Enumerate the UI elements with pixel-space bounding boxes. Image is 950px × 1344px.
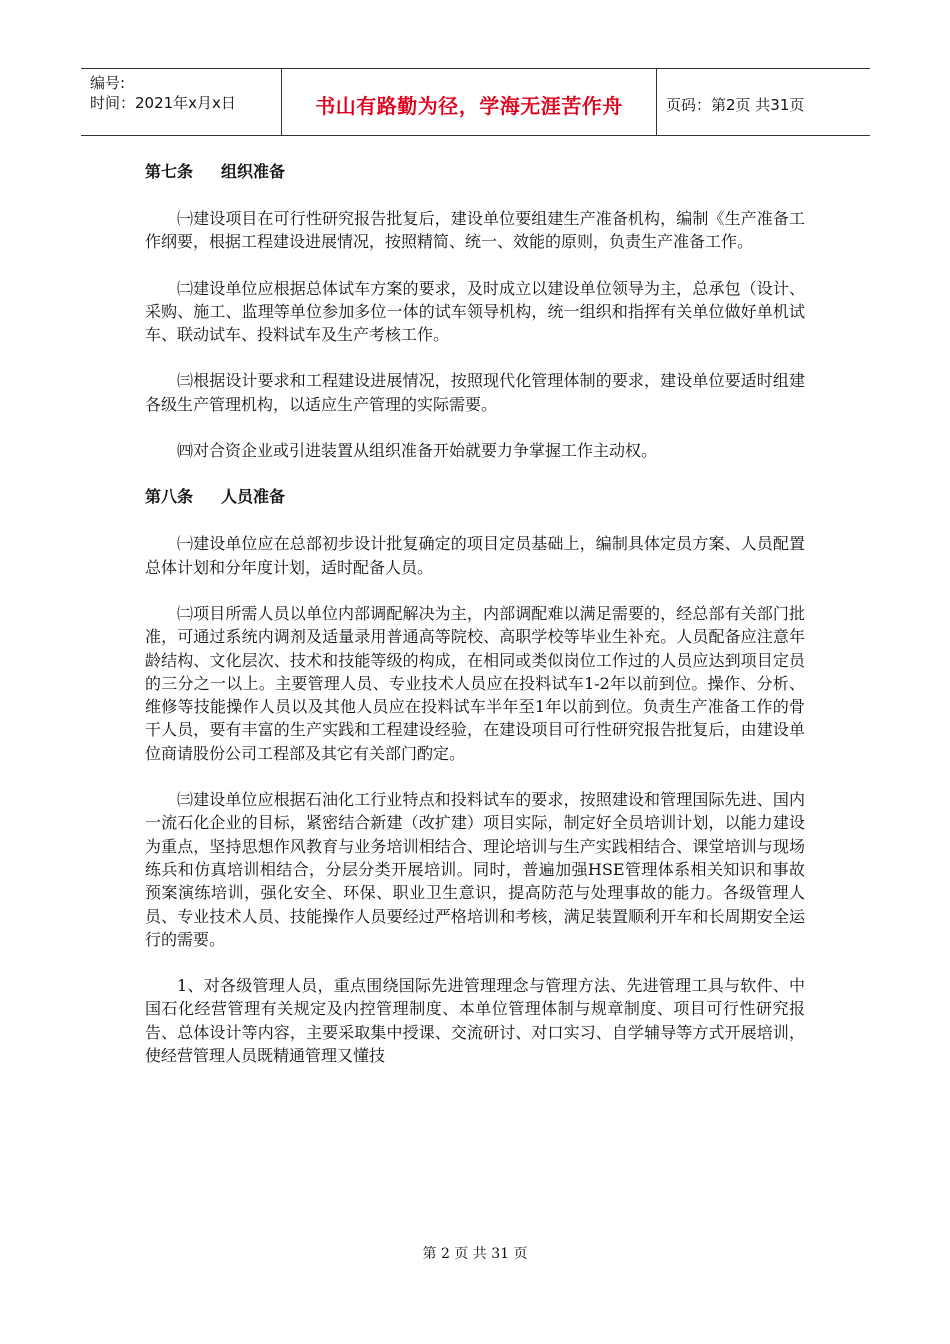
header-motto-cell <box>282 69 657 135</box>
document-body <box>145 160 805 1090</box>
paragraph: ㈢根据设计要求和工程建设进展情况，按照现代化管理体制的要求，建设单位要适时组建各级生产管理机构，以适应生产管理的实际需要。 <box>145 371 805 414</box>
footer-page-number: 第 2 页 共 31 页 <box>422 1246 528 1262</box>
article-number: 第七条 <box>145 162 194 181</box>
paragraph: ㈢建设单位应根据石油化工行业特点和投料试车的要求，按照建设和管理国际先进、国内一流石化企业的目标，紧密结合新建（改扩建）项目实际，制定好全员培训计划，以能力建设为重点，坚持思想作风教育与业务培训相结合、理论培训与生产实践相结合、课堂培训与现场练兵和仿真培训相结合，分层分类开展培训。同时，普遍加强HSE管理体系相关知识和事故预案演练培训，强化安全、环保、职业卫生意识，提高防范与处理事故的能力。各级管理人员、专业技术人员、技能操作人员要经过严格培训和考核，满足装置顺利开车和长周期安全运行的需要。 <box>145 790 805 949</box>
article-number: 第八条 <box>145 487 194 507</box>
article-title-8 <box>145 485 805 509</box>
paragraph: ㈠建设项目在可行性研究报告批复后，建设单位要组建生产准备机构，编制《生产准备工作纲要，根据工程建设进展情况，按照精简、统一、效能的原则，负责生产准备工作。 <box>145 209 805 252</box>
header-meta-cell <box>81 69 282 135</box>
page-footer <box>0 1243 950 1263</box>
paragraph: ㈡项目所需人员以单位内部调配解决为主，内部调配难以满足需要的，经总部有关部门批准，可通过系统内调剂及适量录用普通高等院校、高职学校等毕业生补充。人员配备应注意年龄结构、文化层次、技术和技能等级的构成，在相同或类似岗位工作过的人员应达到项目定员的三分之一以上。主要管理人员、专业技术人员应在投料试车1-2年以前到位。操作、分析、维修等技能操作人员以及其他人员应在投料试车半年至1年以前到位。负责生产准备工作的骨干人员，要有丰富的生产实践和工程建设经验，在建设项目可行性研究报告批复后，由建设单位商请股份公司工程部及其它有关部门酌定。 <box>145 603 805 763</box>
motto-text: 书山有路勤为径，学海无涯苦作舟 <box>315 93 623 118</box>
time-label: 时间：2021年x月x日 <box>90 94 236 112</box>
paragraph: ㈣对合资企业或引进装置从组织准备开始就要力争掌握工作主动权。 <box>177 441 658 461</box>
article-heading: 人员准备 <box>221 487 286 507</box>
paragraph: ㈠建设单位应在总部初步设计批复确定的项目定员基础上，编制具体定员方案、人员配置总体计划和分年度计划，适时配备人员。 <box>145 534 805 577</box>
article-heading: 组织准备 <box>221 162 286 181</box>
paragraph: 1、对各级管理人员，重点围绕国际先进管理理念与管理方法、先进管理工具与软件、中国石化经营管理有关规定及内控管理制度、本单位管理体制与规章制度、项目可行性研究报告、总体设计等内容，主要采取集中授课、交流研讨、对口实习、自学辅导等方式开展培训，使经营管理人员既精通管理又懂技 <box>145 976 805 1066</box>
code-label: 编号: <box>90 74 126 92</box>
article-title-7 <box>145 160 805 184</box>
paragraph: ㈡建设单位应根据总体试车方案的要求，及时成立以建设单位领导为主，总承包（设计、采购、施工、监理等单位参加多位一体的试车领导机构，统一组织和指挥有关单位做好单机试车、联动试车、投料试车及生产考核工作。 <box>145 278 805 345</box>
page-info: 页码：第2页 共31页 <box>666 95 805 114</box>
document-header <box>81 68 870 136</box>
header-page-cell <box>657 69 870 135</box>
